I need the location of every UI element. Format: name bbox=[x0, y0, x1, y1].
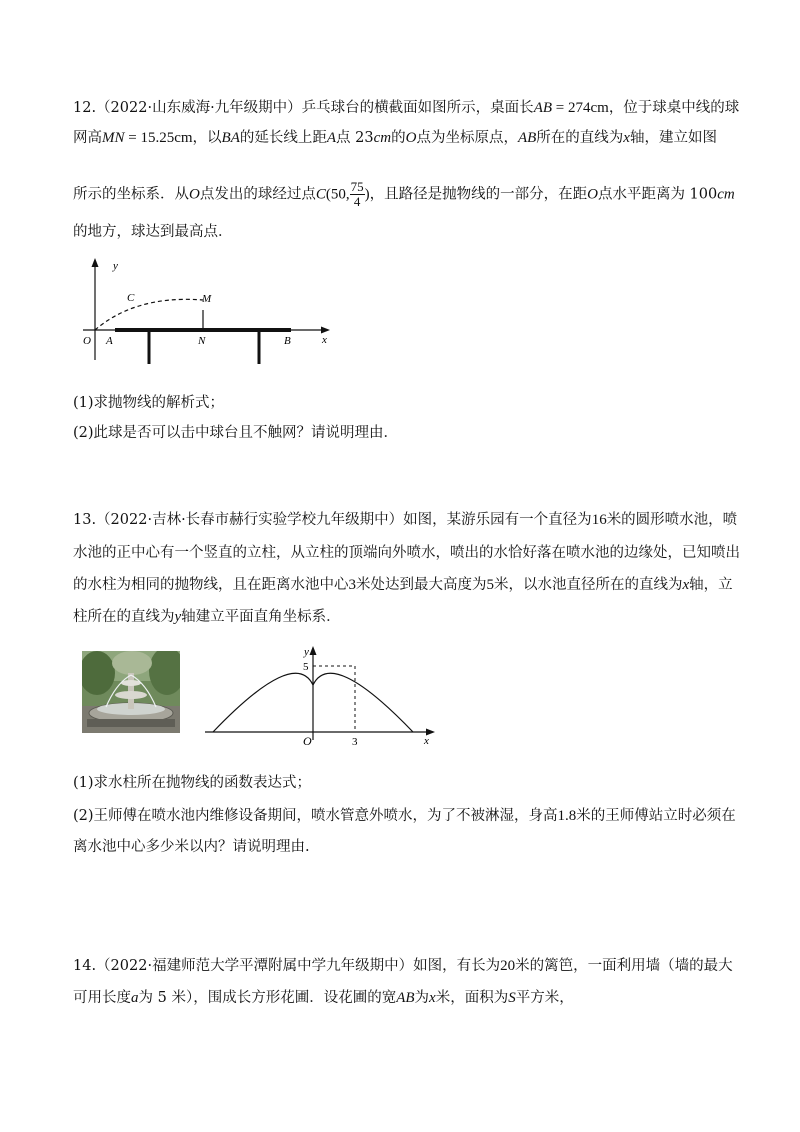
q13-y-arrow bbox=[310, 646, 317, 655]
q12-text: ，位于球桌中线的球 bbox=[608, 100, 740, 116]
q12-math-ab: AB bbox=[533, 100, 553, 116]
q12-text: ，以 bbox=[192, 130, 222, 146]
q12-figure bbox=[78, 255, 338, 375]
q12-math-a: A bbox=[326, 130, 337, 146]
q13-text: 柱所在的直线为 bbox=[73, 609, 175, 625]
q12-text: 的地方，球达到最高点． bbox=[73, 224, 233, 240]
q12-text: 轴，建立如图 bbox=[629, 130, 717, 146]
q13-line-3 bbox=[73, 575, 733, 595]
q13-text: 米的王师傅站立时必须在 bbox=[576, 808, 736, 824]
q13-num-16: 16 bbox=[591, 512, 607, 528]
q13-text: (2)王师傅在喷水池内维修设备期间，喷水管意外喷水，为了不被淋湿，身高 bbox=[73, 808, 558, 824]
q14-line-1 bbox=[73, 956, 733, 976]
q12-text: 点 23 bbox=[336, 130, 374, 146]
q12-text: ，且路径是抛物线的一部分，在距 bbox=[369, 186, 588, 203]
q14-text: 可用长度 bbox=[73, 990, 131, 1006]
q12-text: 12.（2022·山东威海·九年级期中）乒乓球台的横截面如图所示，桌面长 bbox=[73, 100, 534, 116]
q13-label-y: y bbox=[304, 646, 309, 658]
q12-math-c-x: (50, bbox=[325, 186, 350, 203]
q13-label-o: O bbox=[303, 734, 312, 748]
q12-line-4 bbox=[73, 222, 233, 242]
q13-text: 轴建立平面直角坐标系． bbox=[181, 609, 341, 625]
q12-math-ab-2: AB bbox=[517, 130, 537, 146]
q12-math-paren: ) bbox=[364, 186, 370, 203]
q12-x-arrow bbox=[321, 327, 330, 334]
q12-line-1 bbox=[73, 98, 739, 118]
q13-text: 13.（2022·吉林·长春市赫行实验学校九年级期中）如图，某游乐园有一个直径为 bbox=[73, 512, 592, 528]
q12-text: 点水平距离为 100 bbox=[597, 186, 718, 203]
q12-label-b: B bbox=[284, 335, 291, 347]
q13-label-x: x bbox=[424, 735, 429, 747]
q13-num-1-8: 1.8 bbox=[557, 808, 577, 824]
q12-unit-cm: cm bbox=[373, 130, 392, 146]
q12-text: 网高 bbox=[73, 130, 102, 146]
q14-text: 米的篱笆，一面利用墙（墙的最大 bbox=[515, 958, 733, 974]
q12-text: 点发出的球经过点 bbox=[199, 186, 316, 203]
q13-text: 米，以水池直径所在的直线为 bbox=[494, 577, 683, 593]
q13-math-y: y bbox=[174, 609, 182, 625]
q13-text: 米处达到最大高度为 bbox=[356, 577, 487, 593]
q12-unit-cm: cm bbox=[717, 186, 735, 203]
q12-math-x: x bbox=[623, 130, 630, 146]
q14-math-x: x bbox=[429, 990, 436, 1006]
q14-text: 为 5 米），围成长方形花圃．设花圃的宽 bbox=[138, 990, 397, 1006]
q12-sub-1-text: (1)求抛物线的解析式； bbox=[73, 395, 225, 411]
q12-math-o: O bbox=[405, 130, 417, 146]
q12-line-2 bbox=[73, 128, 717, 148]
q12-line-3 bbox=[73, 180, 735, 209]
q13-sub-1 bbox=[73, 773, 311, 793]
q12-frac-den: 4 bbox=[353, 194, 361, 209]
q12-math-o: O bbox=[587, 186, 598, 203]
q13-text: 米的圆形喷水池，喷 bbox=[606, 512, 738, 528]
q12-sub-2 bbox=[73, 423, 398, 443]
q12-math-ba: BA bbox=[221, 130, 240, 146]
q12-ball-path bbox=[95, 299, 203, 330]
q14-math-ab: AB bbox=[396, 990, 415, 1006]
q12-text: 的延长线上距 bbox=[239, 130, 327, 146]
q13-text: 水池的正中心有一个竖直的立柱，从立柱的顶端向外喷水，喷出的水恰好落在喷水池的边缘处，已知喷出 bbox=[73, 545, 740, 561]
q12-sub-1 bbox=[73, 393, 224, 413]
q12-math-mn: MN bbox=[102, 130, 125, 146]
q14-text: 14.（2022·福建师范大学平潭附属中学九年级期中）如图，有长为 bbox=[73, 958, 501, 974]
q13-parabola-right bbox=[313, 673, 413, 732]
q13-label-3: 3 bbox=[352, 736, 358, 748]
q14-text: 米，面积为 bbox=[435, 990, 509, 1006]
q12-y-arrow bbox=[92, 258, 99, 267]
fountain-photo bbox=[82, 651, 180, 733]
q12-math-c: C bbox=[315, 186, 326, 203]
q13-line-1 bbox=[73, 510, 737, 530]
q12-math-o: O bbox=[189, 186, 200, 203]
q14-math-s: S bbox=[508, 990, 516, 1006]
q13-sub-2 bbox=[73, 806, 736, 826]
q12-label-y: y bbox=[113, 260, 118, 272]
q13-figure bbox=[200, 640, 440, 750]
q13-text: 轴，立 bbox=[689, 577, 733, 593]
q12-math-mn-value: = 15.25cm bbox=[124, 130, 193, 146]
q12-sub-2-text: (2)此球是否可以击中球台且不触网？请说明理由． bbox=[73, 425, 399, 441]
q12-text: 的 bbox=[391, 130, 406, 146]
q12-text: 所示的坐标系．从 bbox=[73, 186, 189, 203]
fountain-photo-drawing bbox=[82, 651, 180, 733]
q13-num-5: 5 bbox=[486, 577, 494, 593]
q12-label-c: C bbox=[127, 292, 135, 304]
q12-label-n: N bbox=[198, 335, 206, 347]
q13-label-5: 5 bbox=[303, 661, 309, 673]
q12-label-a: A bbox=[106, 335, 113, 347]
q12-text: 点为坐标原点， bbox=[416, 130, 518, 146]
q12-fraction bbox=[350, 180, 365, 209]
q13-sub-3 bbox=[73, 837, 310, 857]
q14-text: 平方米， bbox=[515, 990, 574, 1006]
q13-line-4 bbox=[73, 607, 341, 627]
q14-text: 为 bbox=[414, 990, 430, 1006]
q14-math-a: a bbox=[131, 990, 139, 1006]
q13-sub-1-text: (1)求水柱所在抛物线的函数表达式； bbox=[73, 775, 312, 791]
q12-label-o: O bbox=[83, 335, 91, 347]
q12-math-ab-value: = 274cm bbox=[552, 100, 609, 116]
q13-math-x: x bbox=[682, 577, 690, 593]
q13-num-3: 3 bbox=[348, 577, 356, 593]
q13-parabola-left bbox=[213, 673, 313, 732]
q12-frac-num: 75 bbox=[350, 179, 364, 194]
q12-text: 所在的直线为 bbox=[536, 130, 624, 146]
q13-text: 的水柱为相同的抛物线，且在距离水池中心 bbox=[73, 577, 349, 593]
q14-num-20: 20 bbox=[500, 958, 516, 974]
q13-line-2 bbox=[73, 543, 740, 563]
q13-sub-3-text: 离水池中心多少米以内？请说明理由. bbox=[73, 839, 310, 855]
q14-line-2 bbox=[73, 988, 574, 1008]
q12-label-m: M bbox=[202, 293, 212, 305]
q12-label-x: x bbox=[322, 334, 327, 346]
